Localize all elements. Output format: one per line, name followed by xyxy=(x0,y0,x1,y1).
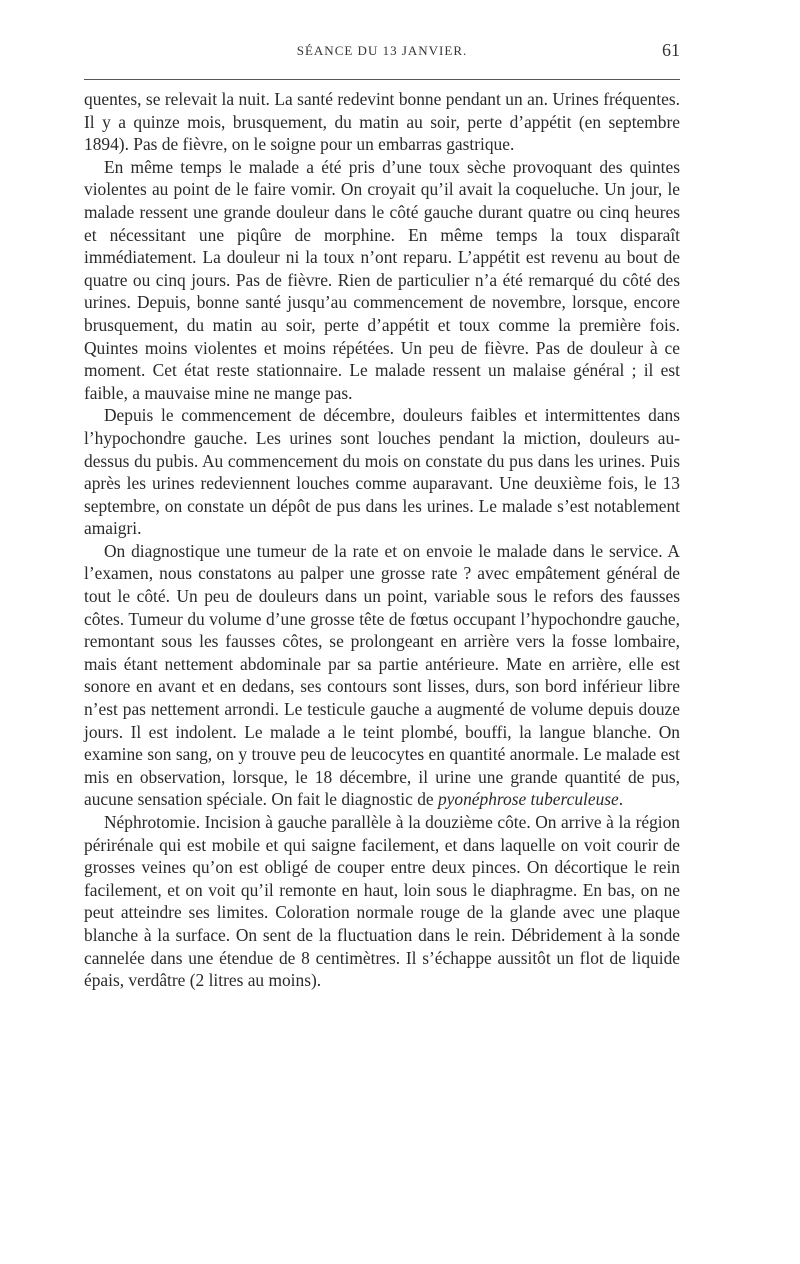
body-text xyxy=(84,88,680,992)
paragraph-5: Néphrotomie. Incision à gauche parallèle à la douzième côte. On arrive à la région périrénale qui est mobile et qui saigne facilement, et dans laquelle on voit courir de grosses veines qu’on est obligé de couper entre deux pinces. On décortique le rein facilement, et on voit qu’il remonte en haut, loin sous le diaphragme. En bas, on ne peut atteindre ses limites. Coloration normale rouge de la glande avec une plaque blanche à la surface. On sent de la fluctuation dans le rein. Débridement à la sonde cannelée dans une étendue de 8 centimètres. Il s’échappe aussitôt un flot de liquide épais, verdâtre (2 litres au moins). xyxy=(84,812,680,991)
page-number: 61 xyxy=(662,40,680,60)
running-title: SÉANCE DU 13 JANVIER. xyxy=(296,43,468,58)
paragraph-3: Depuis le commencement de décembre, douleurs faibles et intermittentes dans l’hypochondre gauche. Les urines sont louches pendant la miction, douleurs au-dessus du pubis. Au commencement du mois on constate du pus dans les urines. Puis après les urines redeviennent louches comme auparavant. Une deuxième fois, le 13 septembre, on constate un dépôt de pus dans les urines. Le malade s’est notablement amaigri. xyxy=(84,405,680,539)
diagnosis-italic: pyonéphrose tuberculeuse xyxy=(437,789,619,810)
running-head xyxy=(84,40,680,69)
paragraph-4: On diagnostique une tumeur de la rate et on envoie le malade dans le service. A l’examen, nous constatons au palper une grosse rate ? avec empâtement général de tout le côté. Un peu de douleurs dans un point, variable sous le refors des fausses côtes. Tumeur du volume d’une grosse tête de fœtus occupant l’hypochondre gauche, remontant sous les fausses côtes, se prolongeant en arrière vers la fosse lombaire, mais étant nettement abdominale par sa partie antérieure. Mate en arrière, elle est sonore en avant et en dedans, ses contours sont lisses, durs, son bord inférieur libre n’est pas nettement arrondi. Le testicule gauche a augmenté de volume depuis douze jours. Il est indolent. Le malade a le teint plombé, bouffi, la langue blanche. On examine son sang, on y trouve peu de leucocytes en quantité anormale. Le malade est mis en observation, lorsque, le 18 décembre, il urine une grande quantité de pus, aucune sensation spéciale. On fait le diagnostic de pyonéphrose tuberculeuse. xyxy=(84,540,680,810)
paragraph-1: quentes, se relevait la nuit. La santé redevint bonne pendant un an. Urines fréquentes. Il y a quinze mois, brusquement, du matin au soir, perte d’appétit (en septembre 1894). Pas de fièvre, on le soigne pour un embarras gastrique. xyxy=(84,89,680,155)
header-rule xyxy=(84,79,680,80)
paragraph-2: En même temps le malade a été pris d’une toux sèche provoquant des quintes violentes au point de le faire vomir. On croyait qu’il avait la coqueluche. Un jour, le malade ressent une grande douleur dans le côté gauche durant quatre ou cinq heures et nécessitant une piqûre de morphine. En même temps la toux disparaît immédiatement. La douleur ni la toux n’ont reparu. L’appétit est revenu au bout de quatre ou cinq jours. Pas de fièvre. Rien de particulier n’a été remarqué du côté des urines. Depuis, bonne santé jusqu’au commencement de novembre, lorsque, encore brusquement, du matin au soir, perte d’appétit et toux comme la première fois. Quintes moins violentes et moins répétées. Un peu de fièvre. Pas de douleur à ce moment. Cet état reste stationnaire. Le malade ressent un malaise général ; il est faible, a mauvaise mine ne mange pas. xyxy=(84,156,680,403)
